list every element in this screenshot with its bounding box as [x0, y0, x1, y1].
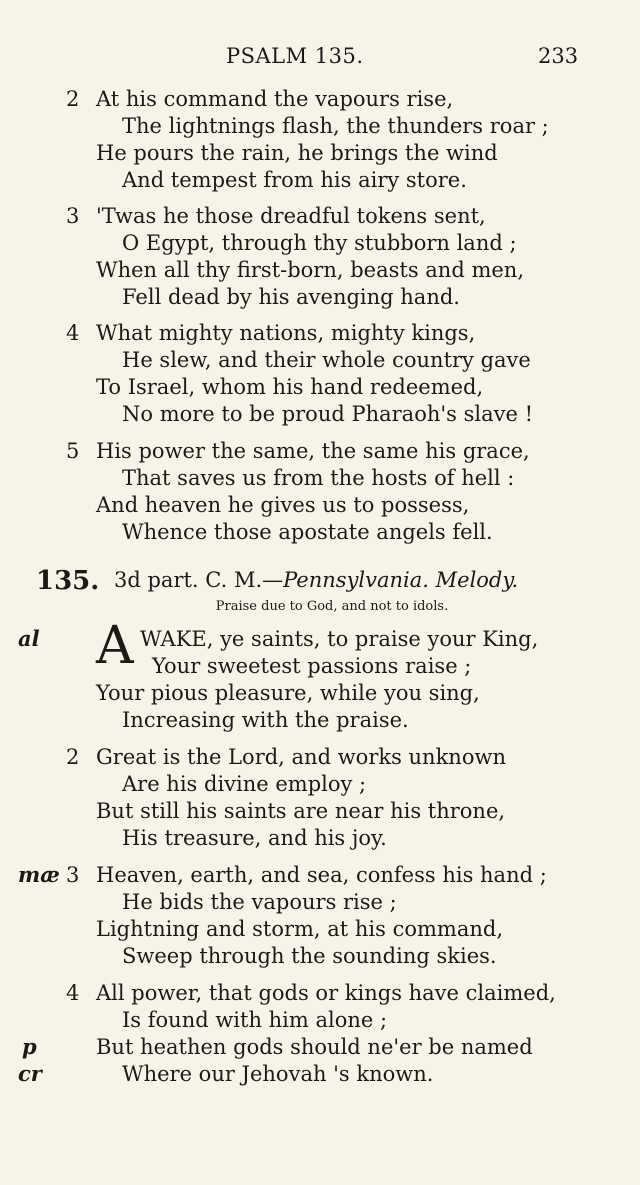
verse-line: All power, that gods or kings have claimed, [96, 981, 556, 1005]
hymn-part: 3d part. C. M.— [114, 568, 284, 592]
page-number: 233 [538, 44, 579, 68]
stanza-number: 3 [66, 204, 80, 228]
hymn-number: 135. [36, 566, 100, 596]
stanza-number: 2 [66, 745, 80, 769]
verse-line: He pours the rain, he brings the wind [96, 141, 498, 165]
hymn-heading [0, 566, 640, 596]
hymn-subtitle: Praise due to God, and not to idols. [215, 599, 449, 614]
verse-line: He bids the vapours rise ; [122, 890, 397, 914]
drop-cap: A [96, 616, 134, 676]
verse-line: Where our Jehovah 's known. [122, 1062, 434, 1086]
running-title: PSALM 135. [226, 44, 364, 68]
verse-line: O Egypt, through thy stubborn land ; [122, 231, 517, 255]
verse-line: Heaven, earth, and sea, confess his hand ; [96, 863, 547, 887]
verse-line: But still his saints are near his throne, [96, 799, 506, 823]
verse-line: No more to be proud Pharaoh's slave ! [122, 402, 534, 426]
dynamics-mark: mæ [18, 862, 60, 887]
verse-line: Fell dead by his avenging hand. [122, 285, 460, 309]
verse-line: What mighty nations, mighty kings, [96, 321, 476, 345]
verse-line: When all thy first-born, beasts and men, [96, 258, 524, 282]
verse-line: 'Twas he those dreadful tokens sent, [96, 204, 486, 228]
verse-line: His power the same, the same his grace, [96, 439, 530, 463]
verse-line: He slew, and their whole country gave [122, 348, 531, 372]
hymn-meter [114, 568, 518, 592]
verse-line: Your sweetest passions raise ; [152, 654, 472, 678]
verse-line: Sweep through the sounding skies. [122, 944, 497, 968]
verse-line: Are his divine employ ; [122, 772, 367, 796]
verse-line: His treasure, and his joy. [122, 826, 387, 850]
verse-line: That saves us from the hosts of hell : [122, 466, 515, 490]
verse-line: And tempest from his airy store. [122, 168, 467, 192]
stanza-number: 5 [66, 439, 80, 463]
dynamics-mark: cr [18, 1061, 42, 1086]
stanza-number: 4 [66, 321, 80, 345]
verse-line: And heaven he gives us to possess, [96, 493, 470, 517]
verse-line: The lightnings flash, the thunders roar ; [122, 114, 549, 138]
verse-line: Whence those apostate angels fell. [122, 520, 493, 544]
verse-line: At his command the vapours rise, [96, 87, 454, 111]
verse-line: Great is the Lord, and works unknown [96, 745, 506, 769]
verse-line: But heathen gods should ne'er be named [96, 1035, 533, 1059]
page-header [0, 44, 640, 74]
verse-line: Your pious pleasure, while you sing, [96, 681, 480, 705]
dynamics-mark: p [22, 1034, 37, 1059]
verse-line: Lightning and storm, at his command, [96, 917, 503, 941]
dynamics-mark: al [18, 626, 40, 651]
verse-line: WAKE, ye saints, to praise your King, [140, 627, 539, 651]
stanza-number: 2 [66, 87, 80, 111]
hymn-tune: Pennsylvania. Melody. [283, 568, 519, 592]
verse-line: Increasing with the praise. [122, 708, 409, 732]
stanza-number: 3 [66, 863, 80, 887]
stanza-number: 4 [66, 981, 80, 1005]
verse-line: Is found with him alone ; [122, 1008, 388, 1032]
verse-line: To Israel, whom his hand redeemed, [96, 375, 484, 399]
